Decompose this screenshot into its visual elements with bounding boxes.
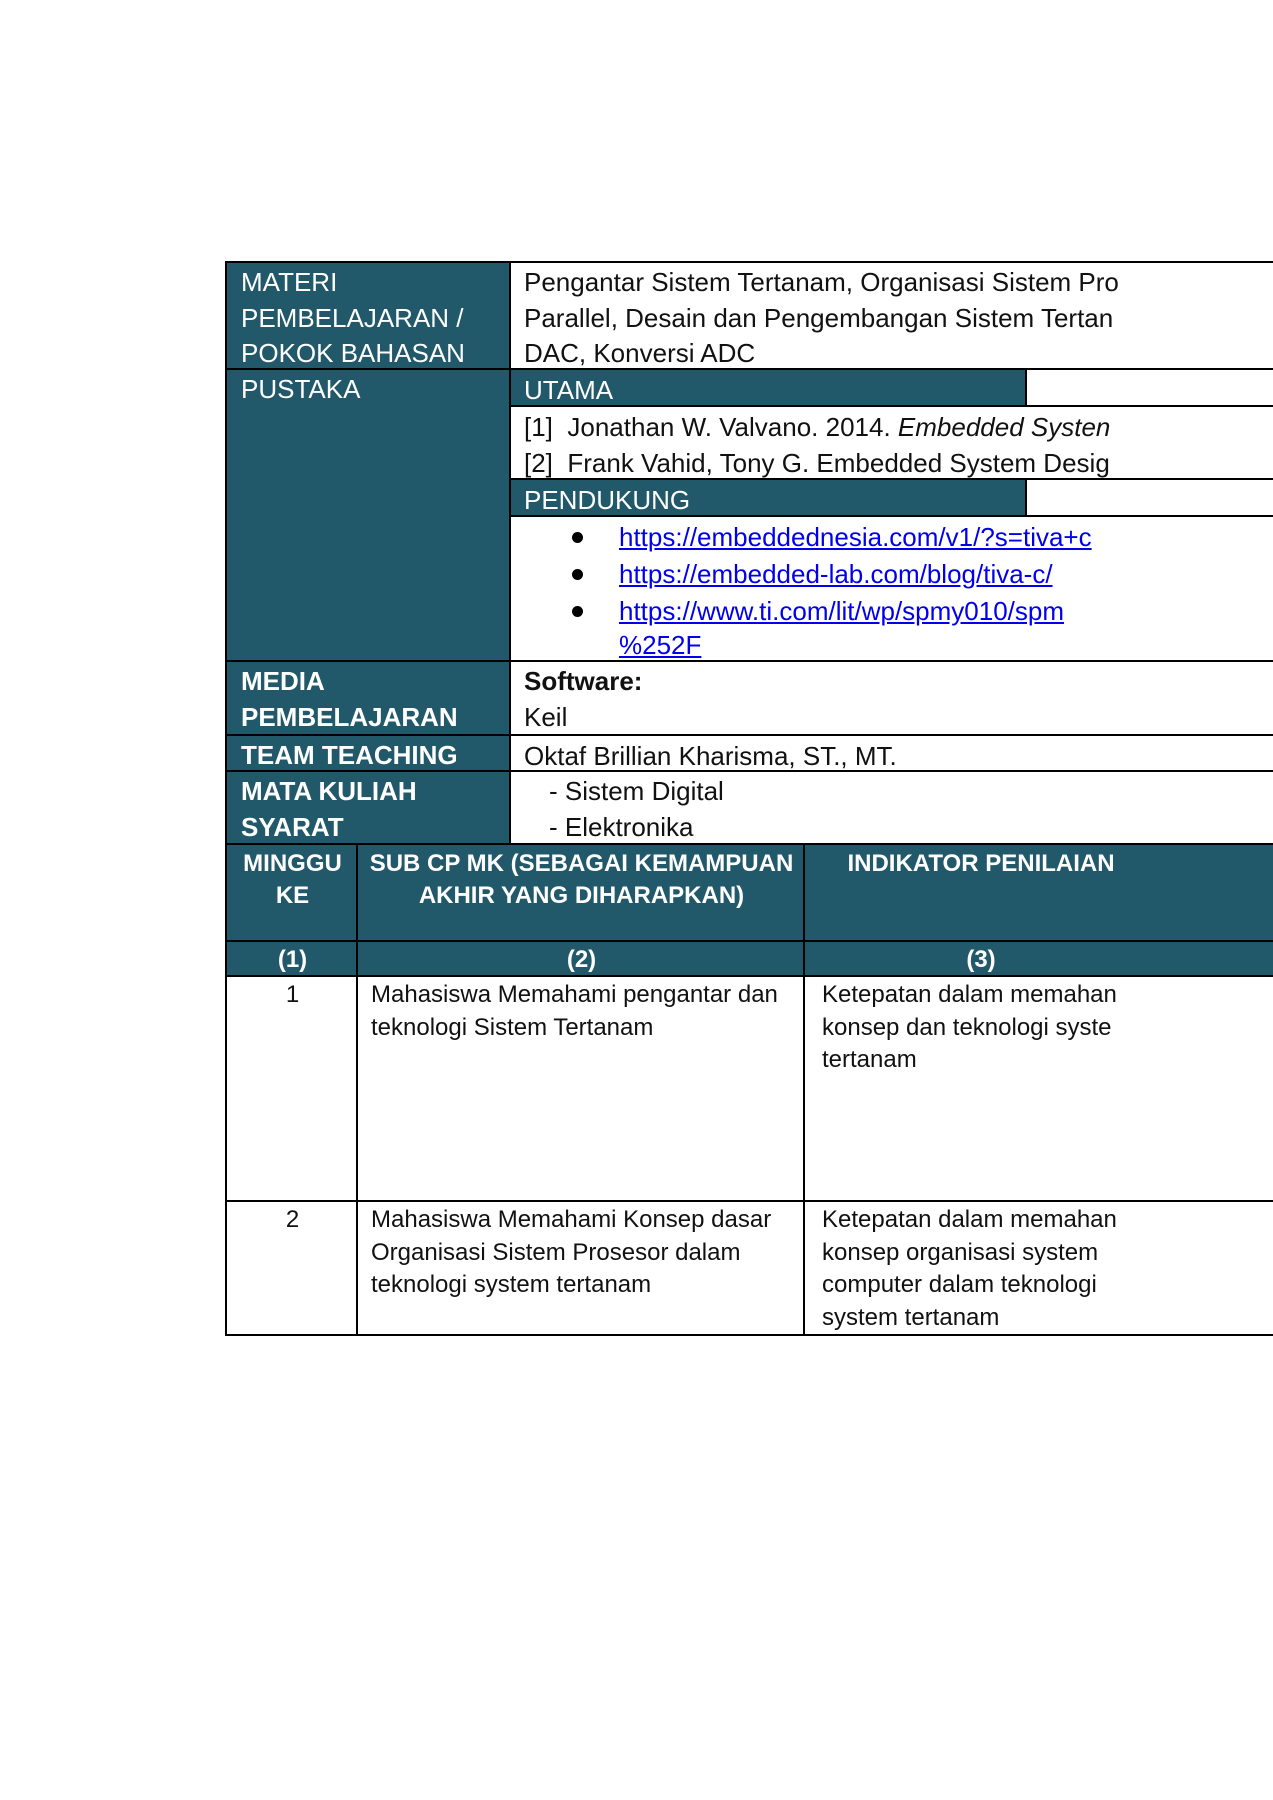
software-value: Keil	[524, 701, 568, 732]
reference-text: Frank Vahid, Tony G. Embedded System Desig	[567, 448, 1110, 478]
indikator-line: konsep dan teknologi syste	[822, 1013, 1112, 1041]
team-teaching-label: TEAM TEACHING	[241, 740, 458, 770]
prasyarat-value-cell	[509, 770, 1273, 845]
header-line: AKHIR YANG DIHARAPKAN)	[418, 882, 745, 909]
materi-label-cell	[225, 261, 511, 370]
week-number: 2	[285, 1206, 300, 1233]
indikator-line: Ketepatan dalam memahan	[822, 1206, 1117, 1233]
prasyarat-label-line: MATA KULIAH	[241, 776, 417, 806]
prasyarat-item: - Sistem Digital	[549, 776, 724, 806]
reference-item	[524, 409, 1273, 445]
column-number-label: (2)	[566, 946, 597, 973]
column-number-label: (3)	[966, 946, 996, 973]
row-1-indikator	[803, 975, 1273, 1202]
materi-value-line: Pengantar Sistem Tertanam, Organisasi Sistem Pro	[524, 267, 1119, 297]
indikator-line: tertanam	[822, 1046, 917, 1073]
materi-label-line: POKOK BAHASAN	[241, 338, 465, 368]
indikator-line: Ketepatan dalam memahan	[822, 981, 1117, 1008]
reference-title: Embedded Systen	[897, 412, 1111, 442]
materi-value-line: Parallel, Desain dan Pengembangan Sistem Tertan	[524, 302, 1114, 333]
ti-whitepaper-link-continuation[interactable]: %252F	[619, 630, 702, 660]
prasyarat-label-cell	[225, 770, 511, 845]
utama-references-cell	[509, 405, 1273, 480]
column-number-label: (1)	[277, 946, 308, 973]
media-label-line: PEMBELAJARAN	[241, 701, 458, 732]
column-number-2	[356, 940, 805, 977]
utama-heading-label: UTAMA	[524, 375, 614, 405]
row-1-week	[225, 975, 358, 1202]
header-indikator-penilaian	[803, 843, 1157, 942]
materi-value-line: DAC, Konversi ADC	[524, 338, 756, 368]
pustaka-label-cell	[225, 368, 511, 662]
prasyarat-label-line: SYARAT	[241, 811, 344, 842]
pustaka-pendukung-heading	[509, 478, 1027, 517]
bullet-icon	[572, 532, 583, 543]
column-number-1	[225, 940, 358, 977]
column-number-3	[803, 940, 1157, 977]
embeddednesia-link[interactable]: https://embeddednesia.com/v1/?s=tiva+c	[619, 522, 1092, 552]
sub-cp-line: Organisasi Sistem Prosesor dalam	[371, 1238, 741, 1266]
header-line: KE	[275, 882, 310, 909]
bullet-icon	[572, 569, 583, 580]
reference-text: Jonathan W. Valvano. 2014.	[567, 412, 898, 442]
header-fill-overflow	[1157, 843, 1273, 942]
column-number-fill-overflow	[1157, 940, 1273, 977]
pendukung-heading-label: PENDUKUNG	[524, 485, 691, 515]
reference-number: [2]	[524, 448, 553, 478]
materi-label-line: MATERI	[241, 267, 338, 297]
sub-cp-line: teknologi system tertanam	[371, 1271, 652, 1298]
header-sub-cp-mk	[356, 843, 805, 942]
bullet-icon	[572, 606, 583, 617]
sub-cp-line: teknologi Sistem Tertanam	[371, 1013, 654, 1041]
pustaka-utama-heading	[509, 368, 1027, 407]
row-2-sub-cp	[356, 1200, 805, 1336]
ti-whitepaper-link[interactable]: https://www.ti.com/lit/wp/spmy010/spm	[619, 596, 1065, 626]
indikator-line: system tertanam	[822, 1303, 1000, 1331]
materi-label-line: PEMBELAJARAN /	[241, 302, 464, 333]
week-number: 1	[285, 981, 300, 1008]
utama-heading-blank-cell	[1025, 368, 1273, 407]
indikator-line: computer dalam teknologi	[822, 1271, 1097, 1298]
reference-item	[524, 445, 1273, 481]
pendukung-heading-blank-cell	[1025, 478, 1273, 517]
pustaka-label: PUSTAKA	[241, 374, 361, 404]
row-2-week	[225, 1200, 358, 1336]
row-2-indikator	[803, 1200, 1273, 1336]
media-label-cell	[225, 660, 511, 736]
media-label-line: MEDIA	[241, 666, 325, 696]
row-1-sub-cp	[356, 975, 805, 1202]
pendukung-links-cell	[509, 515, 1273, 662]
sub-cp-line: Mahasiswa Memahami Konsep dasar	[371, 1206, 772, 1233]
header-line: SUB CP MK (SEBAGAI KEMAMPUAN	[369, 850, 794, 877]
media-value-cell	[509, 660, 1273, 736]
team-teaching-label-cell	[225, 734, 511, 772]
team-teaching-value-cell	[509, 734, 1273, 772]
indikator-line: konsep organisasi system	[822, 1238, 1099, 1266]
software-label: Software:	[524, 666, 643, 696]
reference-number: [1]	[524, 412, 553, 442]
header-line: MINGGU	[243, 850, 342, 877]
header-line: INDIKATOR PENILAIAN	[847, 850, 1115, 877]
team-teaching-value: Oktaf Brillian Kharisma, ST., MT.	[524, 741, 897, 771]
sub-cp-line: Mahasiswa Memahami pengantar dan	[371, 981, 778, 1008]
prasyarat-item: - Elektronika	[549, 811, 694, 842]
embedded-lab-link[interactable]: https://embedded-lab.com/blog/tiva-c/	[619, 559, 1053, 589]
header-minggu-ke	[225, 843, 358, 942]
materi-value-cell	[509, 261, 1273, 370]
